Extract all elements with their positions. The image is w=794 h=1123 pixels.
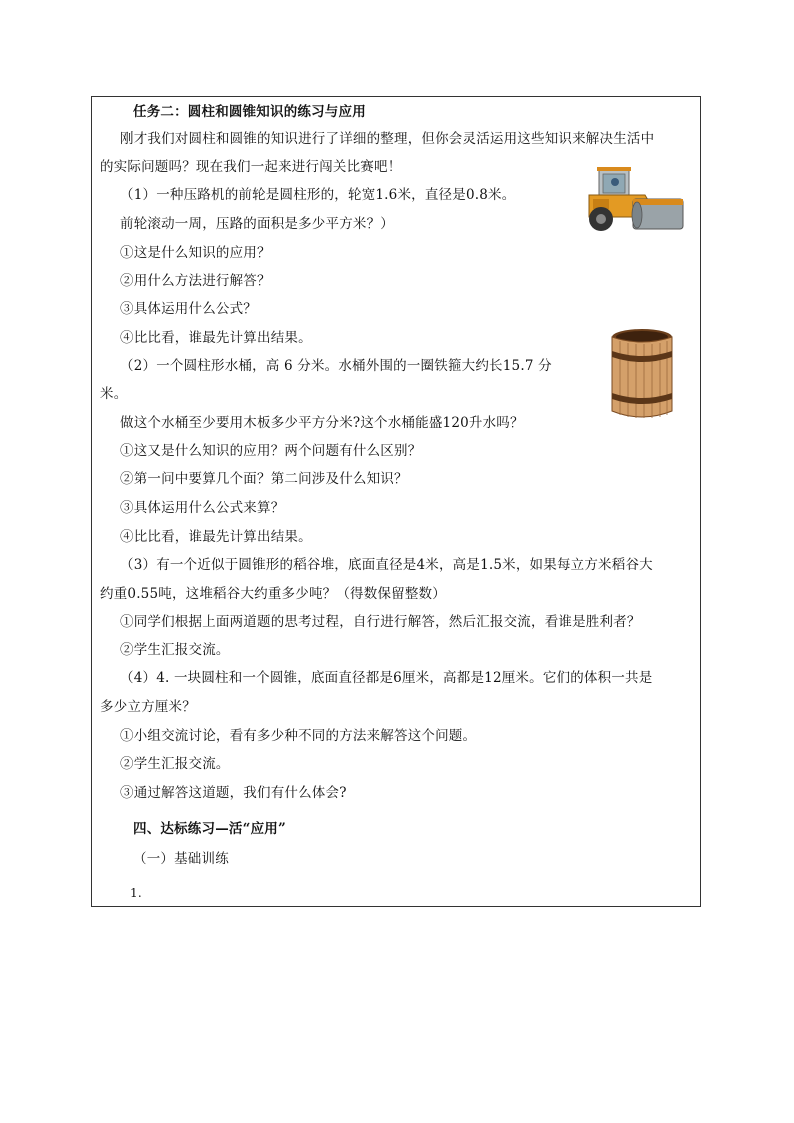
q4-step-2: ②学生汇报交流。 (120, 756, 230, 772)
q1-text: （1）一种压路机的前轮是圆柱形的，轮宽1.6米，直径是0.8米。 (120, 187, 516, 203)
q1-step-1: ①这是什么知识的应用？ (120, 245, 271, 261)
q4-step-3: ③通过解答这道题，我们有什么体会? (120, 785, 347, 801)
subsection-title: （一）基础训练 (133, 851, 229, 867)
q2-text-1: （2）一个圆柱形水桶，高 6 分米。水桶外围的一圈铁箍大约长15.7 分 (120, 358, 552, 374)
q4-text-2: 多少立方厘米？ (100, 699, 196, 715)
item-1: 1. (130, 886, 142, 900)
q3-text-2: 约重0.55吨，这堆稻谷大约重多少吨？（得数保留整数） (100, 586, 446, 602)
q1-step-3: ③具体运用什么公式？ (120, 301, 257, 317)
q1-step-2: ②用什么方法进行解答？ (120, 273, 271, 289)
wooden-barrel-image (609, 327, 675, 421)
q3-text-1: （3）有一个近似于圆锥形的稻谷堆，底面直径是4米，高是1.5米，如果每立方米稻谷大 (120, 557, 653, 573)
q4-text-1: （4）4. 一块圆柱和一个圆锥，底面直径都是6厘米，高都是12厘米。它们的体积一共是 (120, 670, 653, 686)
intro-line-2: 的实际问题吗？现在我们一起来进行闯关比赛吧！ (100, 159, 402, 175)
q2-step-3: ③具体运用什么公式来算？ (120, 500, 285, 516)
q2-step-2: ②第一问中要算几个面？第二问涉及什么知识？ (120, 471, 408, 487)
q1-step-4: ④比比看，谁最先计算出结果。 (120, 330, 312, 346)
task-title: 任务二：圆柱和圆锥知识的练习与应用 (133, 104, 366, 120)
q3-step-1: ①同学们根据上面两道题的思考过程，自行进行解答，然后汇报交流，看谁是胜利者？ (120, 614, 641, 630)
q1-question: 前轮滚动一周，压路的面积是多少平方米？） (120, 216, 394, 232)
q3-step-2: ②学生汇报交流。 (120, 642, 230, 658)
q2-step-4: ④比比看，谁最先计算出结果。 (120, 529, 312, 545)
intro-line-1: 刚才我们对圆柱和圆锥的知识进行了详细的整理，但你会灵活运用这些知识来解决生活中 (120, 131, 655, 147)
q2-text-2: 米。 (100, 386, 128, 402)
road-roller-image (585, 165, 687, 233)
q2-step-1: ①这又是什么知识的应用？两个问题有什么区别？ (120, 443, 422, 459)
section4-title: 四、达标练习—活“应用” (133, 821, 286, 837)
q4-step-1: ①小组交流讨论，看有多少种不同的方法来解答这个问题。 (120, 728, 477, 744)
q2-question: 做这个水桶至少要用木板多少平方分米?这个水桶能盛120升水吗？ (120, 415, 524, 431)
